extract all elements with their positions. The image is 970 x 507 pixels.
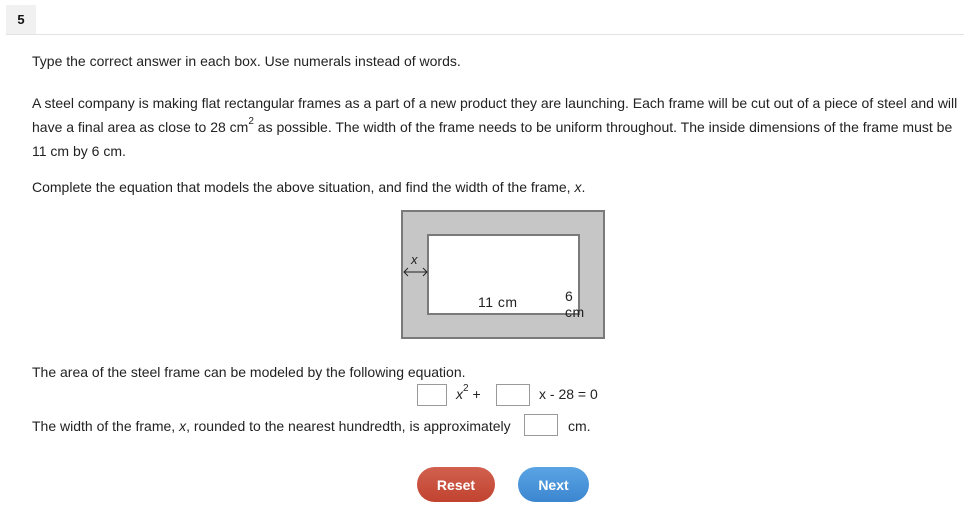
width-after: , rounded to the nearest hundredth, is approximately [186, 418, 511, 434]
x-exponent: 2 [463, 383, 469, 395]
height-label: 6 cm [565, 288, 585, 320]
reset-button[interactable]: Reset [417, 467, 495, 502]
width-before: The width of the frame, [32, 418, 180, 434]
width-sentence [32, 415, 962, 438]
question-header [6, 5, 964, 35]
question-number: 5 [6, 5, 36, 34]
next-button[interactable]: Next [518, 467, 589, 502]
x-label: x [411, 252, 418, 267]
coefficient-x-input[interactable] [496, 384, 530, 406]
complete-end: . [581, 179, 586, 195]
complete-prompt [32, 176, 962, 199]
equation-rest: x - 28 = 0 [539, 386, 598, 402]
problem-paragraph [32, 91, 967, 163]
frame-diagram [401, 210, 605, 339]
width-label: 11 cm [478, 294, 518, 310]
x-var: x [456, 386, 463, 402]
width-unit: cm. [568, 418, 591, 434]
plus-sign: + [468, 386, 481, 402]
complete-var: x [574, 179, 582, 195]
double-arrow-icon [403, 266, 428, 278]
paragraph-part2: as possible. The width of the frame needs to be uniform throughout. The inside dimensions of the frame must be 11 cm by 6 cm. [32, 119, 953, 159]
coefficient-x2-input[interactable] [417, 384, 447, 406]
model-text: The area of the steel frame can be modeled by the following equation. [32, 364, 466, 380]
width-var: x [179, 418, 187, 434]
paragraph-exponent: 2 [248, 116, 254, 128]
paragraph-part1: A steel company is making flat rectangular frames as a part of a new product they are launching. Each frame will be cut out of a piece of steel and will have a final area as close to 28 cm [32, 95, 958, 135]
width-answer-input[interactable] [524, 414, 558, 436]
complete-text: Complete the equation that models the above situation, and find the width of the frame, [32, 179, 575, 195]
x-squared-term [456, 383, 481, 402]
instructions-text: Type the correct answer in each box. Use numerals instead of words. [32, 53, 461, 69]
